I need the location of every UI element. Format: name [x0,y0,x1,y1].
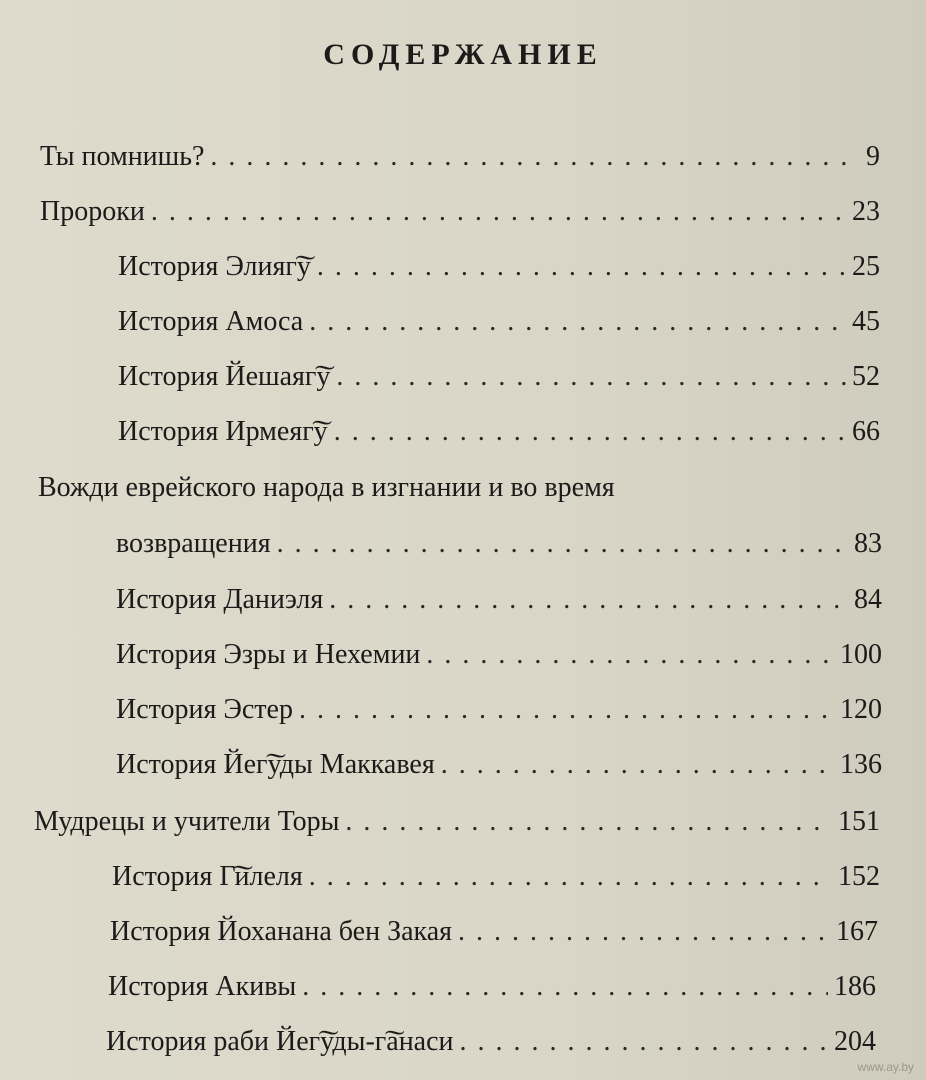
toc-entry [116,583,882,617]
toc-entry [118,415,880,449]
toc-entry-title: История Эзры и Нехемии [116,639,421,670]
toc-entry-title: История Йег͠уды Маккавея [116,749,435,780]
toc-entry-page: 25 [852,251,880,282]
toc-entry [118,360,880,394]
dot-leader [441,748,834,782]
toc-entry-title: История Даниэля [116,584,324,615]
toc-entry [34,805,880,839]
toc-entry [40,195,880,229]
toc-entry-title: Ты помнишь? [40,141,205,172]
dot-leader [458,915,830,949]
dot-leader [277,527,848,561]
dot-leader [309,860,832,894]
toc-entry [116,638,882,672]
toc-entry-page: 167 [836,916,878,947]
toc-entry-title: История Йоханана бен Закая [110,916,453,947]
dot-leader [460,1025,828,1059]
toc-entry-page: 45 [852,306,880,337]
toc-entry-title: История Г͠илеля [112,861,303,892]
toc-entry-title: История Элияг͠у [118,251,311,282]
dot-leader [336,360,846,394]
toc-entry [116,693,882,727]
toc-entry [118,250,880,284]
toc-entry-page: 136 [840,749,882,780]
toc-entry-page: 23 [852,196,880,227]
dot-leader [302,970,828,1004]
page-title: СОДЕРЖАНИЕ [323,38,603,71]
toc-entry-page: 84 [854,584,882,615]
toc-entry [40,140,880,174]
dot-leader [309,305,846,339]
toc-entry-title: Пророки [40,196,145,227]
toc-entry-title: История Эстер [116,694,293,725]
dot-leader [151,195,846,229]
toc-entry-page: 66 [852,416,880,447]
toc-entry-title: История Йешаяг͠у [118,361,331,392]
toc-entry-title: возвращения [116,528,271,559]
toc-entry-page: 186 [834,971,876,1002]
toc-entry-title: История Акивы [108,971,297,1002]
toc-entry-page: 152 [838,861,880,892]
toc-entry-title: История раби Йег͠уды-г͠анаси [106,1026,454,1057]
toc-entry-page: 100 [840,639,882,670]
dot-leader [345,805,832,839]
toc-entry [116,748,882,782]
toc-entry-page: 151 [838,806,880,837]
toc-entry-page: 204 [834,1026,876,1057]
toc-entry-page: 9 [866,141,880,172]
toc-entry [116,527,882,561]
toc-entry [108,970,876,1004]
dot-leader [334,415,846,449]
dot-leader [329,583,848,617]
toc-entry-page: 52 [852,361,880,392]
dot-leader [210,140,860,174]
toc-entry [112,860,880,894]
watermark-text: www.ay.by [857,1060,914,1074]
toc-entry-title: Мудрецы и учители Торы [34,806,340,837]
toc-entry [110,915,878,949]
toc-entry [106,1025,876,1059]
toc-entry-title-line1: Вожди еврейского народа в изгнании и во время [38,472,615,503]
toc-entry-page: 83 [854,528,882,559]
toc-entry-title: История Ирмеяг͠у [118,416,328,447]
toc-entry-title: История Амоса [118,306,304,337]
dot-leader [426,638,834,672]
toc-entry [118,305,880,339]
toc-entry-page: 120 [840,694,882,725]
dot-leader [299,693,834,727]
dot-leader [317,250,846,284]
